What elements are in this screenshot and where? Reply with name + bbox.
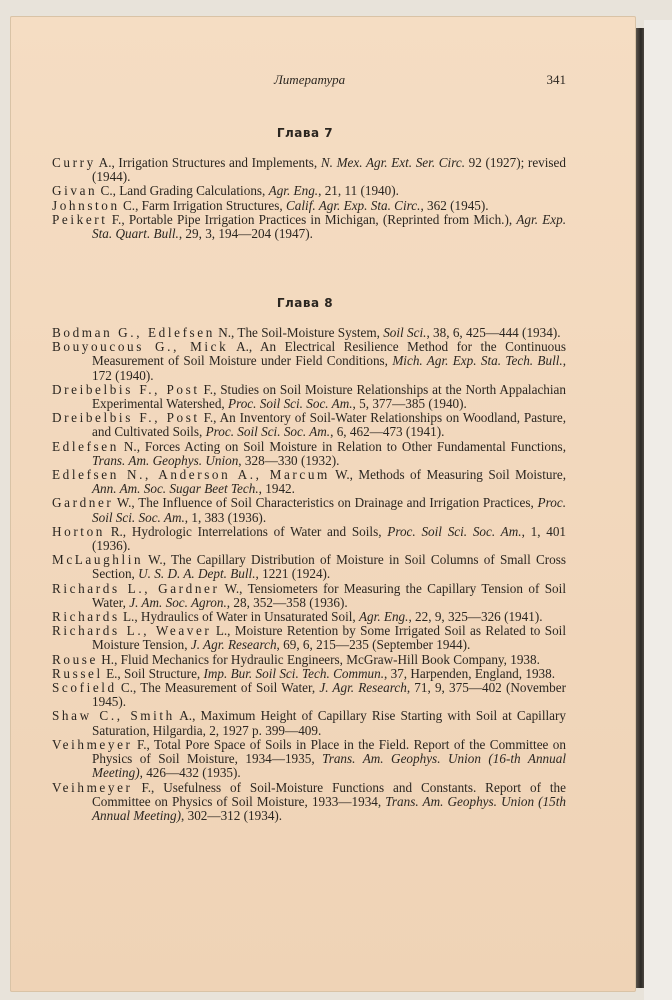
- reference-entry: Richards L., Gardner W., Tensiometers for Measuring the Capillary Tension of Soil Water, J. Am. Soc. Agron., 28, 352—358 (1936).: [52, 580, 566, 610]
- reference-entry: Horton R., Hydrologic Interrelations of Water and Soils, Proc. Soil Sci. Soc. Am., 1, 401 (1936).: [52, 523, 567, 554]
- chapter-7-references: [52, 156, 566, 241]
- reference-entry: Edlefsen N., Anderson A., Marcum W., Methods of Measuring Soil Moisture, Ann. Am. Soc. Sugar Beet Tech., 1942.: [52, 467, 566, 497]
- reference-entry: McLaughlin W., The Capillary Distribution of Moisture in Soil Columns of Small Cross Section, U. S. D. A. Dept. Bull., 1221 (1924).: [52, 552, 566, 582]
- reference-entry: Shaw C., Smith A., Maximum Height of Capillary Rise Starting with Soil at Capillary Saturation, Hilgardia, 2, 1927 p. 399—409.: [52, 708, 567, 738]
- reference-entry: Johnston C., Farm Irrigation Structures, Calif. Agr. Exp. Sta. Circ., 362 (1945).: [52, 197, 489, 213]
- reference-entry: Dreibelbis F., Post F., Studies on Soil Moisture Relationships at the North Appalachian Experimental Watershed, Proc. Soil Sci. Soc. Am., 5, 377—385 (1940).: [52, 381, 567, 412]
- reference-entry: Veihmeyer F., Total Pore Space of Soils in Place in the Field. Report of the Committee on Physics of Soil Moisture, 1934—1935, Trans. Am. Geophys. Union (16-th Annual Meeting), 426—432 (1935).: [52, 736, 566, 781]
- chapter-8-title: Глава 8: [276, 296, 334, 310]
- page-number: 341: [546, 72, 566, 87]
- chapter-8-references: [52, 326, 566, 823]
- book-spine: [636, 28, 644, 988]
- chapter-7-title: Глава 7: [276, 126, 334, 140]
- page-header: [44, 72, 566, 92]
- reference-entry: Rouse H., Fluid Mechanics for Hydraulic Engineers, McGraw-Hill Book Company, 1938.: [52, 651, 540, 667]
- page-edge: [644, 20, 672, 1000]
- reference-entry: Richards L., Hydraulics of Water in Unsaturated Soil, Agr. Eng., 22, 9, 325—326 (1941).: [52, 609, 543, 625]
- running-title: Литература: [274, 72, 346, 87]
- reference-entry: Givan C., Land Grading Calculations, Agr. Eng., 21, 11 (1940).: [52, 183, 399, 199]
- reference-entry: Edlefsen N., Forces Acting on Soil Moisture in Relation to Other Fundamental Functions, Trans. Am. Geophys. Union, 328—330 (1932).: [52, 438, 566, 468]
- reference-entry: Bouyoucous G., Mick A., An Electrical Resilience Method for the Continuous Measurement of Soil Moisture under Field Conditions, Mich. Agr. Exp. Sta. Tech. Bull., 172 (1940).: [52, 339, 566, 383]
- reference-entry: Russel E., Soil Structure, Imp. Bur. Soil Sci. Tech. Commun., 37, Harpenden, England, 1938.: [52, 665, 556, 681]
- reference-entry: Dreibelbis F., Post F., An Inventory of Soil-Water Relationships on Woodland, Pasture, and Cultivated Soils, Proc. Soil Sci. Soc. Am., 6, 462—473 (1941).: [52, 410, 566, 440]
- reference-entry: Veihmeyer F., Usefulness of Soil-Moisture Functions and Constants. Report of the Committee on Physics of Soil Moisture, 1933—1934, Trans. Am. Geophys. Union (15th Annual Meeting), 302—312 (1934).: [52, 779, 566, 823]
- reference-entry: Peikert F., Portable Pipe Irrigation Practices in Michigan, (Reprinted from Mich.), Agr. Exp. Sta. Quart. Bull., 29, 3, 194—204 (1947).: [52, 211, 566, 242]
- reference-entry: Curry A., Irrigation Structures and Implements, N. Mex. Agr. Ext. Ser. Circ. 92 (1927); revised (1944).: [52, 155, 567, 185]
- reference-entry: Bodman G., Edlefsen N., The Soil-Moisture System, Soil Sci., 38, 6, 425—444 (1934).: [52, 325, 561, 340]
- reference-entry: Scofield C., The Measurement of Soil Water, J. Agr. Research, 71, 9, 375—402 (November 1945).: [52, 680, 566, 710]
- reference-entry: Richards L., Weaver L., Moisture Retention by Some Irrigated Soil as Related to Soil Moisture Tension, J. Agr. Research, 69, 6, 215—235 (September 1944).: [52, 623, 566, 653]
- reference-entry: Gardner W., The Influence of Soil Characteristics on Drainage and Irrigation Practices, Proc. Soil Sci. Soc. Am., 1, 383 (1936).: [52, 495, 566, 525]
